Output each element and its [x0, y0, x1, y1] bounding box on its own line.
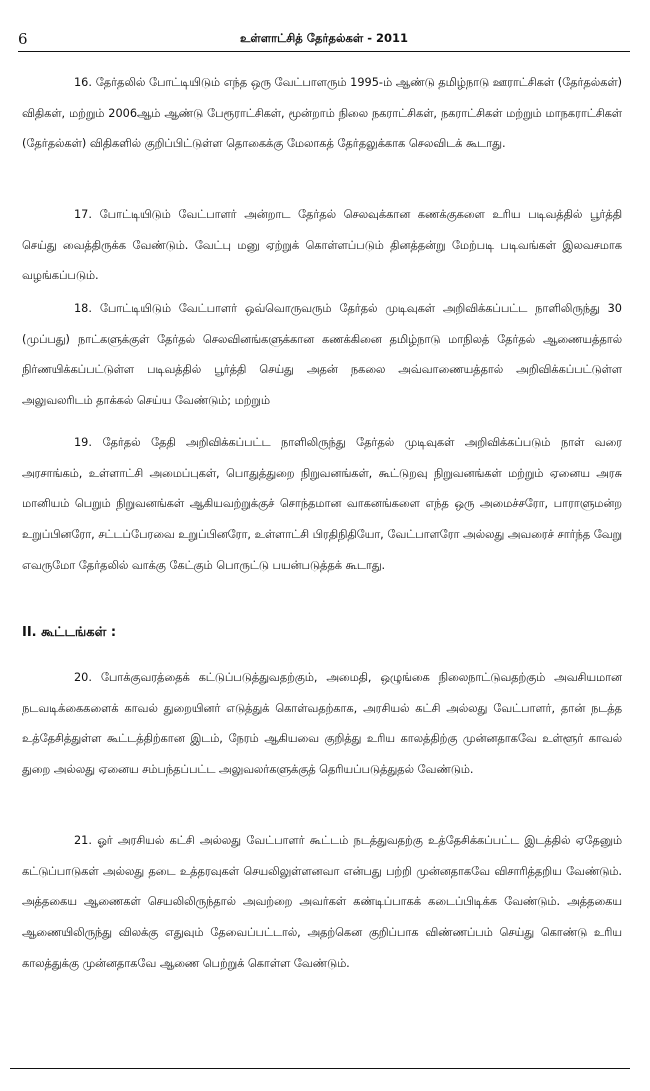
paragraph-18: 18. போட்டியிடும் வேட்பாளர் ஒவ்வொருவரும் தேர்தல் முடிவுகள் அறிவிக்கப்பட்ட நாளிலிருந்து 30 (முப்பது) நாட்களுக்குள் தேர்தல் செலவினங்களுக்கான கணக்கினை தமிழ்நாடு மாநிலத் தேர்தல் ஆணையத்தால் நிர்ணயிக்கப்பட்டுள்ள படிவத்தில் பூர்த்தி செய்து அதன் நகலை அவ்வாணையத்தால் அறிவிக்கப்பட்டுள்ள அலுவலரிடம் தாக்கல் செய்ய வேண்டும்; மற்றும்	[22, 302, 622, 408]
header-rule	[18, 51, 630, 52]
paragraph-19: 19. தேர்தல் தேதி அறிவிக்கப்பட்ட நாளிலிருந்து தேர்தல் முடிவுகள் அறிவிக்கப்படும் நாள் வரை அரசாங்கம், உள்ளாட்சி அமைப்புகள், பொதுத்துறை நிறுவனங்கள், கூட்டுறவு நிறுவனங்கள் மற்றும் ஏனைய அரசு மானியம் பெறும் நிறுவனங்கள் ஆகியவற்றுக்குச் சொந்தமான வாகனங்களை எந்த ஒரு அமைச்சரோ, பாராளுமன்ற உறுப்பினரோ, சட்டப்பேரவை உறுப்பினரோ, உள்ளாட்சி பிரதிநிதியோ, வேட்பாளரோ அல்லது அவரைச் சார்ந்த வேறு எவருமோ தேர்தலில் வாக்கு கேட்கும் பொருட்டு பயன்படுத்தக் கூடாது.	[22, 436, 623, 572]
footer-rule	[10, 1068, 630, 1069]
running-title: உள்ளாட்சித் தேர்தல்கள் - 2011	[239, 31, 409, 45]
page-header	[18, 30, 630, 50]
paragraph-16: 16. தேர்தலில் போட்டியிடும் எந்த ஒரு வேட்பாளரும் 1995-ம் ஆண்டு தமிழ்நாடு ஊராட்சிகள் (தேர்தல்கள்) விதிகள், மற்றும் 2006ஆம் ஆண்டு பேரூராட்சிகள், மூன்றாம் நிலை நகராட்சிகள், நகராட்சிகள் மற்றும் மாநகராட்சிகள் (தேர்தல்கள்) விதிகளில் குறிப்பிட்டுள்ள தொகைக்கு மேலாகத் தேர்தலுக்காக செலவிடக் கூடாது.	[22, 76, 622, 151]
paragraph-17: 17. போட்டியிடும் வேட்பாளர் அன்றாட தேர்தல் செலவுக்கான கணக்குகளை உரிய படிவத்தில் பூர்த்தி செய்து வைத்திருக்க வேண்டும். வேட்பு மனு ஏற்றுக் கொள்ளப்படும் தினத்தன்று மேற்படி படிவங்கள் இலவசமாக வழங்கப்படும்.	[22, 208, 622, 283]
section-heading: II. கூட்டங்கள் :	[22, 625, 117, 640]
page-number: 6	[18, 30, 28, 48]
paragraph-21: 21. ஓர் அரசியல் கட்சி அல்லது வேட்பாளர் கூட்டம் நடத்துவதற்கு உத்தேசிக்கப்பட்ட இடத்தில் ஏதேனும் கட்டுப்பாடுகள் அல்லது தடை உத்தரவுகள் செயலிலுள்ளனவா என்பது பற்றி முன்னதாகவே விசாரித்தறிய வேண்டும். அத்தகைய ஆணைகள் செயலிலிருந்தால் அவற்றை அவர்கள் கண்டிப்பாகக் கடைப்பிடிக்க வேண்டும். அத்தகைய ஆணையிலிருந்து விலக்கு எதுவும் தேவைப்பட்டால், அதற்கென குறிப்பாக விண்ணப்பம் செய்து கொண்டு உரிய காலத்துக்கு முன்னதாகவே ஆணை பெற்றுக் கொள்ள வேண்டும்.	[22, 834, 622, 970]
paragraph-20: 20. போக்குவரத்தைக் கட்டுப்படுத்துவதற்கும், அமைதி, ஒழுங்கை நிலைநாட்டுவதற்கும் அவசியமான நடவடிக்கைகளைக் காவல் துறையினர் எடுத்துக் கொள்வதற்காக, அரசியல் கட்சி அல்லது வேட்பாளர், தான் நடத்த உத்தேசித்துள்ள கூட்டத்திற்கான இடம், நேரம் ஆகியவை குறித்து உரிய காலத்திற்கு முன்னதாகவே உள்ளூர் காவல் துறை அல்லது ஏனைய சம்பந்தப்பட்ட அலுவலர்களுக்குத் தெரியப்படுத்துதல் வேண்டும்.	[22, 671, 622, 777]
